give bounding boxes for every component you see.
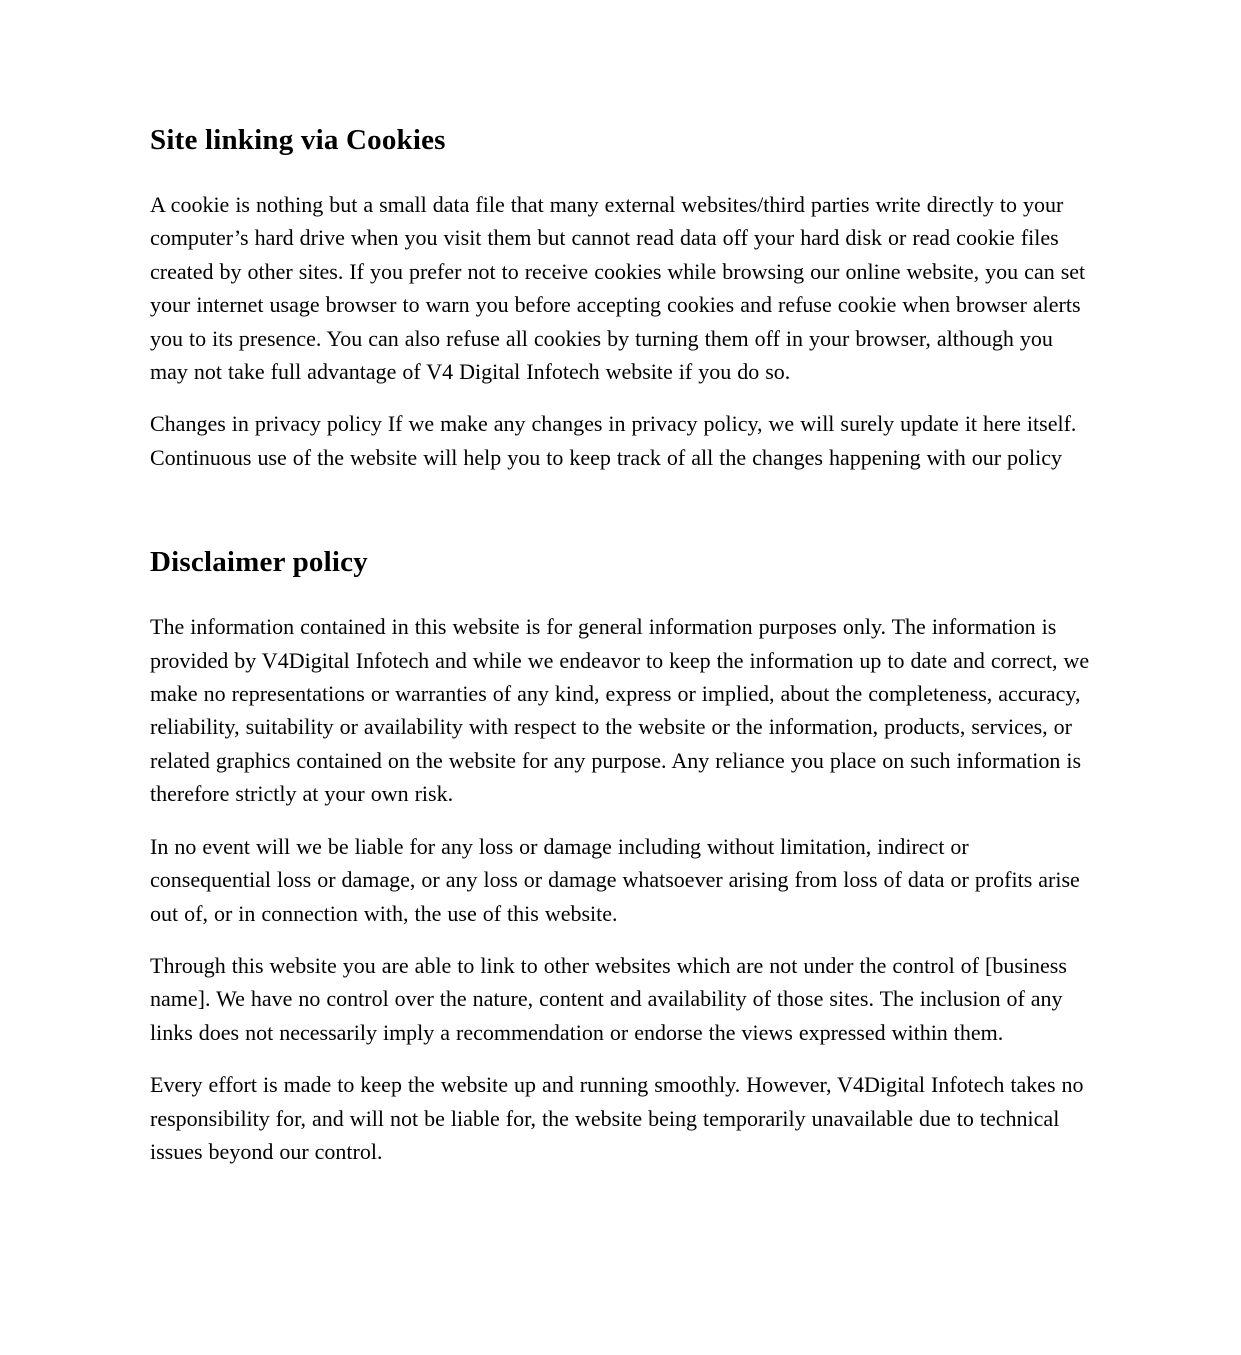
paragraph-website-availability: Every effort is made to keep the website up and running smoothly. However, V4Digital Infotech takes no responsibility for, and will not be liable for, the website being temporarily unavailable due to technical issues beyond our control. <box>150 1072 1084 1164</box>
paragraph-liability: In no event will we be liable for any loss or damage including without limitation, indirect or consequential loss or damage, or any loss or damage whatsoever arising from loss of data or profits arise out of, or in connection with, the use of this website. <box>150 833 1080 926</box>
paragraph-privacy-policy-changes: Changes in privacy policy If we make any changes in privacy policy, we will surely update it here itself. Continuous use of the website will help you to keep track of all the changes happening with our policy <box>150 411 1077 470</box>
section-heading-disclaimer-policy: Disclaimer policy <box>150 546 368 579</box>
paragraph-cookies-description: A cookie is nothing but a small data file that many external websites/third parties write directly to your computer’s hard drive when you visit them but cannot read data off your hard disk or read cookie files created by other sites. If you prefer not to receive cookies while browsing our online website, you can set your internet usage browser to warn you before accepting cookies and refuse cookie when browser alerts you to its presence. You can also refuse all cookies by turning them off in your browser, although you may not take full advantage of V4 Digital Infotech website if you do so. <box>150 192 1086 385</box>
section-heading-site-linking-via-cookies: Site linking via Cookies <box>150 124 446 156</box>
section-site-linking-via-cookies <box>150 124 1091 474</box>
section-disclaimer-policy <box>150 546 1091 1168</box>
paragraph-general-information: The information contained in this website is for general information purposes only. The information is provided by V4Digital Infotech and while we endeavor to keep the information up to date and correct, we make no representations or warranties of any kind, express or implied, about the completeness, accuracy, reliability, suitability or availability with respect to the website or the information, products, services, or related graphics contained on the website for any purpose. Any reliance you place on such information is therefore strictly at your own risk. <box>150 614 1090 807</box>
paragraph-external-links: Through this website you are able to link to other websites which are not under the control of [business name]. We have no control over the nature, content and availability of those sites. The inclusion of any links does not necessarily imply a recommendation or endorse the views expressed within them. <box>150 952 1067 1045</box>
